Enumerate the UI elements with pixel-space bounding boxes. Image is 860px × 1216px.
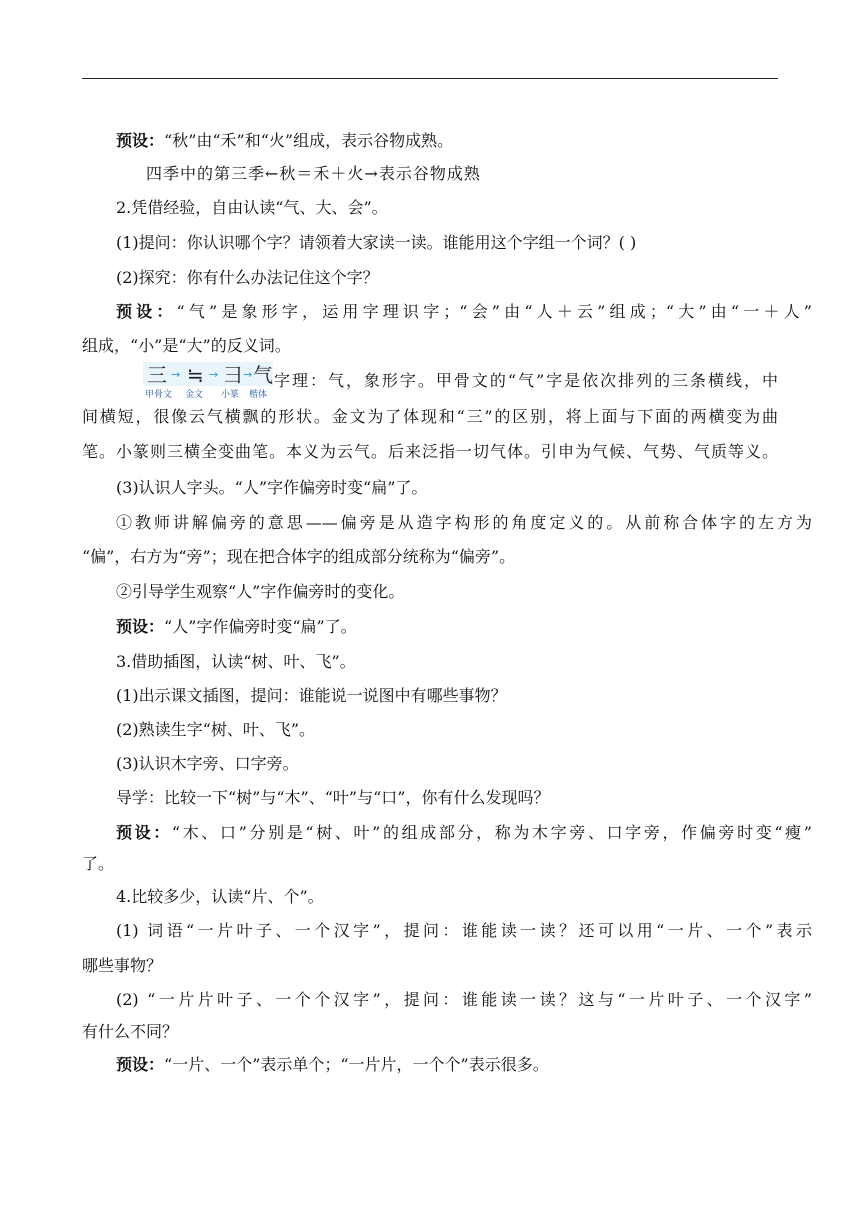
paragraph-line: 笔。小篆则三横全变曲笔。本义为云气。后来泛指一切气体。引申为气候、气势、气质等义。 — [82, 442, 778, 461]
arrow-icon: → — [209, 368, 219, 381]
regular-glyph: 气 — [253, 363, 273, 387]
line-text: “气”是象形字，运用字理识字；“会”由“人＋云”组成；“大”由“一＋人” — [176, 302, 812, 321]
paragraph-line: 间横短，很像云气横飘的形状。金文为了体现和“三”的区别，将上面与下面的两横变为曲 — [82, 407, 778, 426]
paragraph-line: 哪些事物？ — [82, 956, 163, 975]
line-text: “人”字作偏旁时变“扁”了。 — [164, 617, 357, 636]
paragraph-line: “偏”，右方为“旁”；现在把合体字的组成部分统称为“偏旁”。 — [82, 547, 516, 566]
formula-line: 四季中的第三季←秋＝禾＋火→表示谷物成熟 — [146, 164, 481, 183]
paragraph-line — [82, 130, 812, 152]
bronze-glyph: ≒ — [187, 363, 204, 387]
caption-seal: 小篆 — [221, 390, 240, 400]
paragraph-line: (2) “一片片叶子、一个个汉字”，提问：谁能读一读？这与“一片叶子、一个汉字” — [116, 990, 812, 1009]
paragraph-line: (1)出示课文插图，提问：谁能说一说图中有哪些事物？ — [116, 686, 507, 705]
caption-bronze: 金文 — [185, 390, 204, 400]
preset-label: 预设： — [116, 617, 165, 636]
preset-label: 预设： — [116, 823, 172, 842]
line-text: “木、口”分别是“树、叶”的组成部分，称为木字旁、口字旁，作偏旁时变“瘦” — [171, 823, 812, 842]
paragraph-line: 组成，“小”是“大”的反义词。 — [82, 336, 291, 355]
paragraph-line: 有什么不同？ — [82, 1022, 179, 1041]
paragraph-line — [82, 301, 812, 323]
preset-label: 预设： — [116, 1055, 165, 1074]
paragraph-line: ②引导学生观察“人”字作偏旁时的变化。 — [116, 582, 405, 601]
paragraph-line — [82, 822, 812, 844]
seal-glyph: ⺕ — [223, 363, 243, 387]
paragraph-line: ①教师讲解偏旁的意思——偏旁是从造字构形的角度定义的。从前称合体字的左方为 — [116, 513, 812, 532]
arrow-icon: → — [171, 368, 181, 381]
paragraph-line: (2)探究：你有什么办法记住这个字？ — [116, 268, 379, 287]
etymology-figure — [145, 364, 275, 408]
paragraph-line: 了。 — [82, 854, 115, 873]
paragraph-line: 字理：气，象形字。甲骨文的“气”字是依次排列的三条横线，中 — [274, 371, 778, 390]
arrow-icon: → — [243, 368, 253, 381]
paragraph-line: (3)认识人字头。“人”字作偏旁时变“扁”了。 — [116, 478, 428, 497]
paragraph-line: (3)认识木字旁、口字旁。 — [116, 754, 299, 773]
oracle-glyph: 三 — [147, 363, 167, 387]
paragraph-line: (1) 词语“一片叶子、一个汉字”，提问：谁能读一读？还可以用“一片、一个”表示 — [116, 921, 812, 940]
preset-label: 预设： — [116, 131, 165, 150]
line-text: “一片、一个”表示单个；“一片片，一个个”表示很多。 — [164, 1055, 549, 1074]
paragraph-line — [82, 616, 812, 638]
section-heading: 2.凭借经验，自由认读“气、大、会”。 — [116, 198, 388, 217]
preset-label: 预设： — [116, 302, 177, 321]
caption-oracle: 甲骨文 — [145, 390, 173, 400]
paragraph-line: 导学：比较一下“树”与“木”、“叶”与“口”，你有什么发现吗？ — [116, 788, 550, 807]
line-text: “秋”由“禾”和“火”组成，表示谷物成熟。 — [164, 131, 454, 150]
section-heading: 3.借助插图，认读“树、叶、飞”。 — [116, 652, 356, 671]
paragraph-line — [82, 1054, 812, 1076]
section-heading: 4.比较多少，认读“片、个”。 — [116, 887, 324, 906]
paragraph-line: (1)提问：你认识哪个字？请领着大家读一读。谁能用这个字组一个词？( ) — [116, 233, 637, 252]
header-rule — [82, 78, 778, 79]
paragraph-line: (2)熟读生字“树、叶、飞”。 — [116, 720, 316, 739]
caption-regular: 楷体 — [249, 390, 268, 400]
